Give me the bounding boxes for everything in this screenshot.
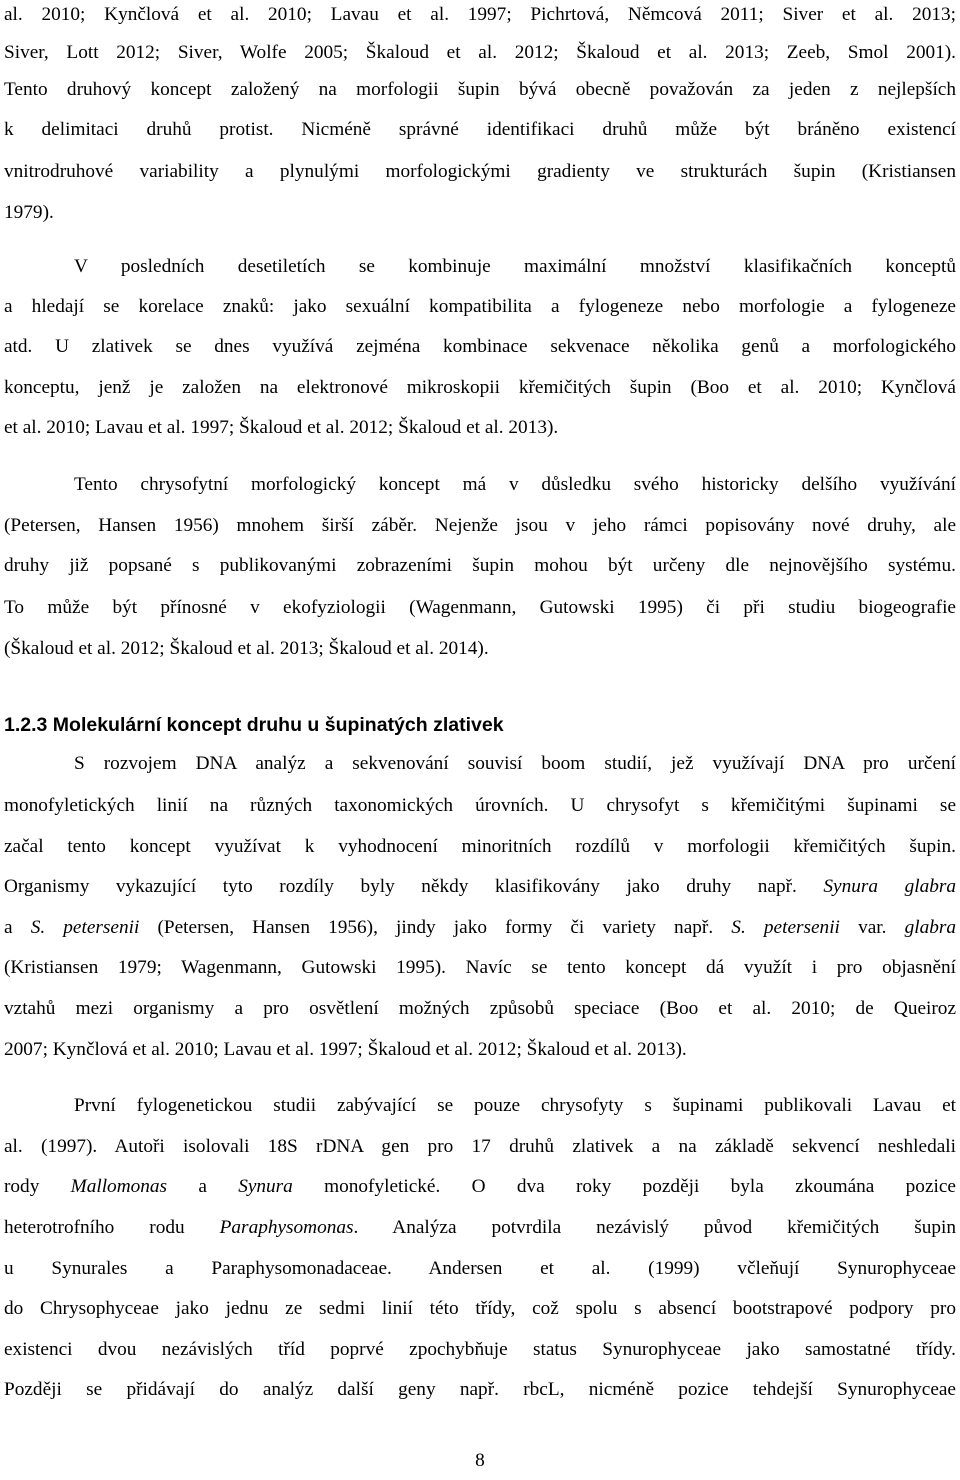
text-span: a <box>4 917 13 938</box>
text-line: Tento chrysofytní morfologický koncept má v důsledku svého historicky delšího využívání <box>74 474 956 495</box>
text-line: monofyletických linií na různých taxonomických úrovních. U chrysofyt s křemičitými šupinami se <box>4 795 956 816</box>
taxon-name: S. petersenii <box>30 917 140 938</box>
text-line: Tento druhový koncept založený na morfologii šupin bývá obecně považován za jeden z nejlepších <box>4 79 956 100</box>
taxon-name: Synura <box>238 1176 293 1197</box>
taxon-name: Mallomonas <box>70 1176 168 1197</box>
text-line: To může být přínosné v ekofyziologii (Wagenmann, Gutowski 1995) či při studiu biogeografie <box>4 597 956 618</box>
text-line: u Synurales a Paraphysomonadaceae. Andersen et al. (1999) včleňují Synurophyceae <box>4 1258 956 1279</box>
text-span: Organismy vykazující tyto rozdíly byly někdy klasifikovány jako druhy např. <box>4 876 797 897</box>
taxon-name: Synura glabra <box>823 876 957 897</box>
text-span: var. <box>858 917 887 938</box>
text-line: k delimitaci druhů protist. Nicméně správné identifikaci druhů může být bráněno existencí <box>4 119 956 140</box>
text-line: (Škaloud et al. 2012; Škaloud et al. 2013; Škaloud et al. 2014). <box>4 638 489 659</box>
text-line: a hledají se korelace znaků: jako sexuální kompatibilita a fylogeneze nebo morfologie a fylogeneze <box>4 296 956 317</box>
text-line <box>4 1209 956 1247</box>
text-line: al. 2010; Kynčlová et al. 2010; Lavau et al. 1997; Pichrtová, Němcová 2011; Siver et al. 2013; <box>4 4 956 25</box>
text-line: S rozvojem DNA analýz a sekvenování souvisí boom studií, jež využívají DNA pro určení <box>74 753 956 774</box>
text-line: vnitrodruhové variability a plynulými morfologickými gradienty ve strukturách šupin (Kristiansen <box>4 161 956 182</box>
text-span: a <box>198 1176 207 1197</box>
text-span: heterotrofního rodu <box>4 1217 185 1238</box>
text-line: druhy již popsané s publikovanými zobrazeními šupin mohou být určeny dle nejnovějšího systému. <box>4 555 956 576</box>
section-heading: 1.2.3 Molekulární koncept druhu u šupinatých zlativek <box>4 714 504 736</box>
text-line: konceptu, jenž je založen na elektronové mikroskopii křemičitých šupin (Boo et al. 2010; Kynčlová <box>4 377 956 398</box>
text-line: První fylogenetickou studii zabývající se pouze chrysofyty s šupinami publikovali Lavau et <box>74 1095 956 1116</box>
taxon-name: S. petersenii <box>731 917 840 938</box>
text-line <box>4 1168 956 1206</box>
text-line: al. (1997). Autoři isolovali 18S rDNA gen pro 17 druhů zlativek a na základě sekvencí neshledali <box>4 1136 956 1157</box>
text-line: V posledních desetiletích se kombinuje maximální množství klasifikačních konceptů <box>74 256 956 277</box>
text-line: Později se přidávají do analýz další geny např. rbcL, nicméně pozice tehdejší Synurophyceae <box>4 1379 956 1400</box>
text-span: monofyletické. O dva roky později byla zkoumána pozice <box>324 1176 956 1197</box>
text-line: Siver, Lott 2012; Siver, Wolfe 2005; Škaloud et al. 2012; Škaloud et al. 2013; Zeeb, Smol 2001). <box>4 42 956 63</box>
text-line: existenci dvou nezávislých tříd poprvé zpochybňuje status Synurophyceae jako samostatné třídy. <box>4 1339 956 1360</box>
text-span: rody <box>4 1176 40 1197</box>
text-line: 2007; Kynčlová et al. 2010; Lavau et al. 1997; Škaloud et al. 2012; Škaloud et al. 2013). <box>4 1039 687 1060</box>
text-span: . Analýza potvrdila nezávislý původ křemičitých šupin <box>353 1217 956 1238</box>
text-line: začal tento koncept využívat k vyhodnocení minoritních rozdílů v morfologii křemičitých šupin. <box>4 836 956 857</box>
text-line <box>4 909 956 947</box>
text-line: atd. U zlativek se dnes využívá zejména kombinace sekvenace několika genů a morfologického <box>4 336 956 357</box>
taxon-name: Paraphysomonas <box>219 1217 354 1238</box>
text-line: vztahů mezi organismy a pro osvětlení možných způsobů speciace (Boo et al. 2010; de Queiroz <box>4 998 956 1019</box>
text-line: do Chrysophyceae jako jednu ze sedmi linií této třídy, což spolu s absencí bootstrapové podpory pro <box>4 1298 956 1319</box>
text-line: 1979). <box>4 202 54 223</box>
page-number: 8 <box>475 1450 485 1471</box>
text-line: et al. 2010; Lavau et al. 1997; Škaloud et al. 2012; Škaloud et al. 2013). <box>4 417 559 438</box>
text-line: (Petersen, Hansen 1956) mnohem širší záběr. Nejenže jsou v jeho rámci popisovány nové druhy, ale <box>4 515 956 536</box>
text-line <box>4 868 956 906</box>
taxon-name: glabra <box>904 917 957 938</box>
text-span: (Petersen, Hansen 1956), jindy jako formy či variety např. <box>157 917 714 938</box>
text-line: (Kristiansen 1979; Wagenmann, Gutowski 1995). Navíc se tento koncept dá využít i pro objasnění <box>4 957 956 978</box>
